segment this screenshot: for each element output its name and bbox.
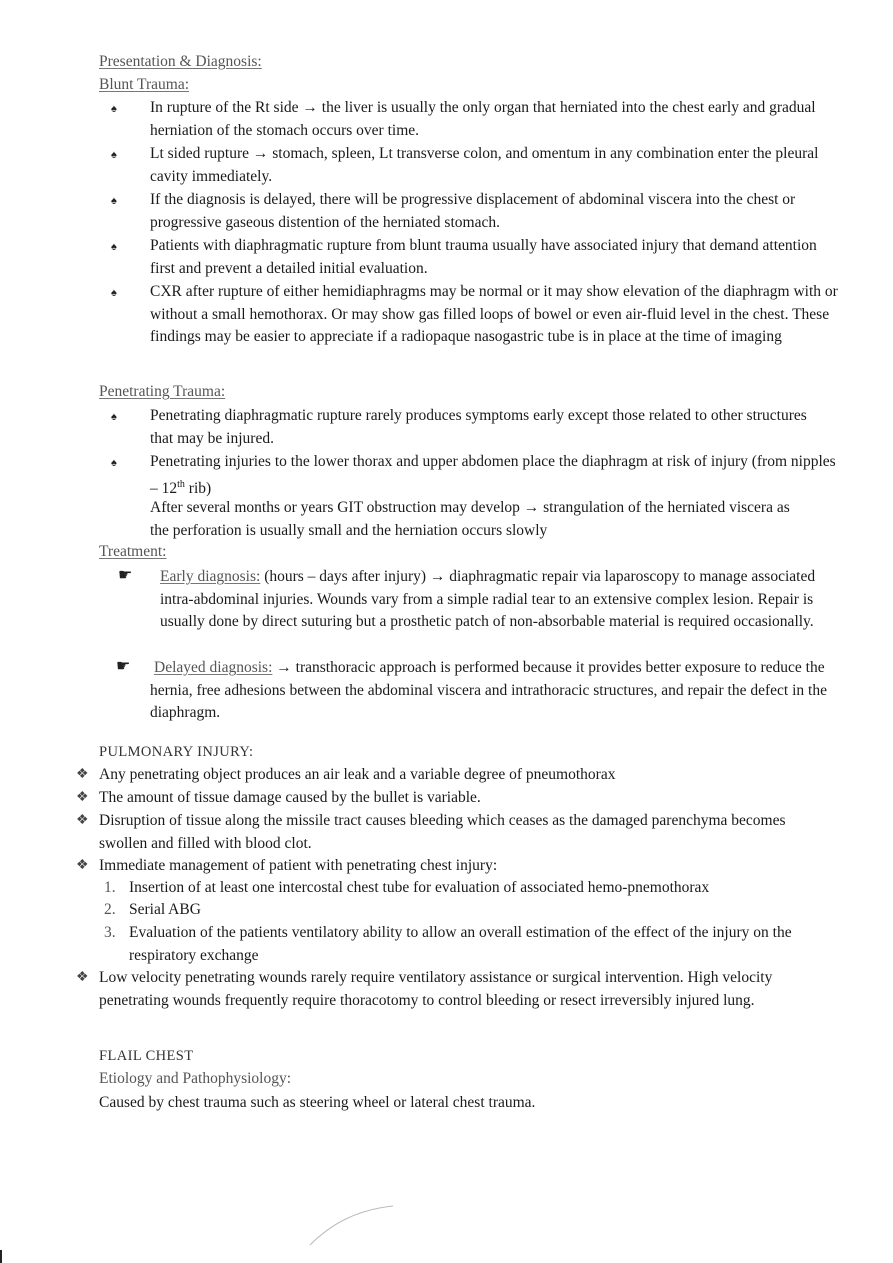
penetrating-item-2-text: Penetrating injuries to the lower thorax and upper abdomen place the diaphragm at risk of injury (from nipples – 12 — [150, 453, 836, 497]
rib-superscript: th — [177, 478, 185, 490]
pulmonary-injury-heading: PULMONARY INJURY: — [99, 744, 254, 760]
pulmonary-item-2: The amount of tissue damage caused by the bullet is variable. — [99, 789, 481, 806]
management-step-2: Serial ABG — [129, 901, 201, 918]
step-number: 3. — [104, 924, 116, 941]
penetrating-trauma-heading: Penetrating Trauma: — [99, 383, 226, 400]
early-diagnosis-label: Early diagnosis: — [160, 568, 261, 585]
step-number: 2. — [104, 901, 116, 918]
early-diagnosis-text: (hours – days after injury) → diaphragmatic repair via laparoscopy to manage associated intra-abdominal injuries. Wounds vary from a simple radial tear to an extensive complex lesion. Repair is usually done by direct suturing but a prosthetic patch of non-absorbable material is required occasionally. — [160, 568, 816, 630]
presentation-heading: Presentation & Diagnosis: — [99, 53, 262, 70]
diamond-bullet-icon: ❖ — [76, 858, 89, 873]
delayed-diagnosis-label: Delayed diagnosis: — [154, 659, 273, 676]
club-bullet-icon: ♠ — [111, 287, 117, 299]
club-bullet-icon: ♠ — [111, 241, 117, 253]
delayed-diagnosis-item — [150, 657, 830, 725]
etiology-subheading: Etiology and Pathophysiology: — [99, 1070, 292, 1087]
club-bullet-icon: ♠ — [111, 103, 117, 115]
penetrating-item-2 — [150, 451, 840, 500]
blunt-trauma-heading: Blunt Trauma: — [99, 76, 190, 93]
pulmonary-item-1: Any penetrating object produces an air leak and a variable degree of pneumothorax — [99, 766, 616, 783]
diamond-bullet-icon: ❖ — [76, 790, 89, 805]
step-number: 1. — [104, 879, 116, 896]
delayed-diagnosis-text: → transthoracic approach is performed because it provides better exposure to reduce the hernia, free adhesions between the abdominal viscera and intrathoracic structures, and repair the defect in the diaphragm. — [150, 659, 827, 721]
club-bullet-icon: ♠ — [111, 411, 117, 423]
pulmonary-item-3: Disruption of tissue along the missile tract causes bleeding which ceases as the damaged parenchyma becomes swollen and filled with blood clot. — [99, 812, 786, 852]
pointing-hand-icon: ☛ — [116, 658, 131, 675]
club-bullet-icon: ♠ — [111, 195, 117, 207]
scan-edge-mark — [0, 1250, 2, 1263]
club-bullet-icon: ♠ — [111, 457, 117, 469]
treatment-heading: Treatment: — [99, 543, 167, 560]
management-step-1: Insertion of at least one intercostal chest tube for evaluation of associated hemo-pnemothorax — [129, 879, 710, 896]
blunt-item-1: In rupture of the Rt side → the liver is usually the only organ that herniated into the chest early and gradual herniation of the stomach occurs over time. — [150, 99, 816, 139]
flail-chest-text: Caused by chest trauma such as steering wheel or lateral chest trauma. — [99, 1094, 536, 1111]
pointing-hand-icon: ☛ — [118, 567, 133, 584]
pulmonary-item-5: Low velocity penetrating wounds rarely require ventilatory assistance or surgical intervention. High velocity penetrating wounds frequently require thoracotomy to control bleeding or resect irreversibly injured lung. — [99, 969, 773, 1009]
diamond-bullet-icon: ❖ — [76, 813, 89, 828]
penetrating-item-1: Penetrating diaphragmatic rupture rarely produces symptoms early except those related to other structures that may be injured. — [150, 407, 807, 447]
flail-chest-heading: FLAIL CHEST — [99, 1048, 194, 1064]
diamond-bullet-icon: ❖ — [76, 767, 89, 782]
pen-stroke-mark — [305, 1200, 400, 1250]
blunt-item-5: CXR after rupture of either hemidiaphragms may be normal or it may show elevation of the diaphragm with or without a small hemothorax. Or may show gas filled loops of bowel or even air-fluid level in the chest. These findings may be easier to appreciate if a radiopaque nasogastric tube is in place at the time of imaging — [150, 283, 838, 345]
pulmonary-item-4: Immediate management of patient with penetrating chest injury: — [99, 857, 498, 874]
blunt-item-4: Patients with diaphragmatic rupture from blunt trauma usually have associated injury that demand attention first and prevent a detailed initial evaluation. — [150, 237, 817, 277]
penetrating-followup: After several months or years GIT obstruction may develop → strangulation of the herniated viscera as the perforation is usually small and the herniation occurs slowly — [150, 499, 790, 539]
diamond-bullet-icon: ❖ — [76, 970, 89, 985]
blunt-item-2: Lt sided rupture → stomach, spleen, Lt transverse colon, and omentum in any combination enter the pleural cavity immediately. — [150, 145, 819, 185]
blunt-item-3: If the diagnosis is delayed, there will be progressive displacement of abdominal viscera into the chest or progressive gaseous distention of the herniated stomach. — [150, 191, 796, 231]
management-step-3: Evaluation of the patients ventilatory ability to allow an overall estimation of the effect of the injury on the respiratory exchange — [129, 924, 792, 964]
early-diagnosis-item — [160, 566, 840, 634]
club-bullet-icon: ♠ — [111, 149, 117, 161]
rib-tail: rib) — [184, 479, 212, 497]
